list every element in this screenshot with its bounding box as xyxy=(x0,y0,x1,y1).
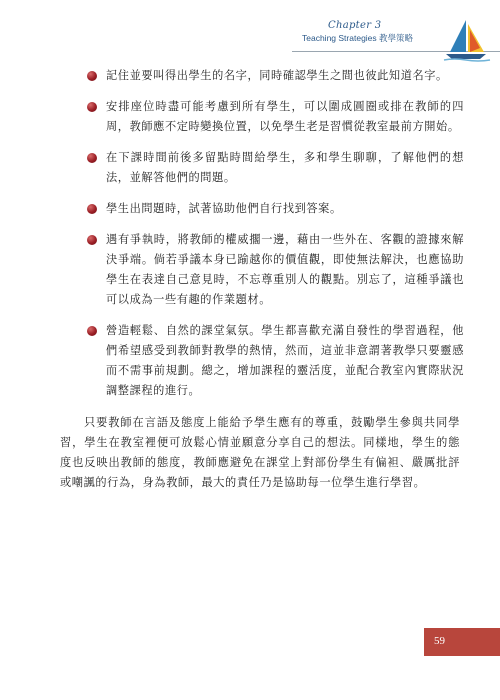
page-header xyxy=(0,0,500,62)
page-number-box xyxy=(424,628,500,656)
bullet-text: 安排座位時盡可能考慮到所有學生，可以圍成圓圈或排在教師的四周，教師應不定時變換位置，以免學生老是習慣從教室最前方開始。 xyxy=(106,100,464,133)
bullet-text: 營造輕鬆、自然的課堂氣氛。學生都喜歡充滿自發性的學習過程，他們希望感受到教師對教學的熱情，然而，這並非意謂著教學只要靈感而不需事前規劃。總之，增加課程的靈活度，並配合教室內實際狀況調整課程的進行。 xyxy=(106,324,464,397)
bullet-text: 記住並要叫得出學生的名字，同時確認學生之間也彼此知道名字。 xyxy=(106,69,448,82)
bullet-dot-icon xyxy=(87,235,97,245)
bullet-dot-icon xyxy=(87,153,97,163)
chapter-label: Chapter 3 xyxy=(328,20,382,31)
bullet-dot-icon xyxy=(87,102,97,112)
bullet-section xyxy=(84,66,464,412)
list-item xyxy=(84,97,464,137)
list-item xyxy=(84,230,464,310)
bullet-text: 學生出問題時，試著協助他們自行找到答案。 xyxy=(106,202,342,215)
bullet-list xyxy=(84,66,464,401)
list-item xyxy=(84,148,464,188)
bullet-dot-icon xyxy=(87,204,97,214)
list-item xyxy=(84,66,464,86)
sailboat-icon xyxy=(440,18,492,62)
page-number: 59 xyxy=(434,635,445,647)
chapter-title: Teaching Strategies 教學策略 xyxy=(302,33,414,43)
list-item xyxy=(84,199,464,219)
bullet-dot-icon xyxy=(87,326,97,336)
list-item xyxy=(84,321,464,401)
body-paragraph: 只要教師在言語及態度上能給予學生應有的尊重，鼓勵學生參與共同學習，學生在教室裡便可放鬆心情並願意分享自己的想法。同樣地，學生的態度也反映出教師的態度，教師應避免在課堂上對部份學生有偏袒、嚴厲批評或嘲諷的行為，身為教師，最大的責任乃是協助每一位學生進行學習。 xyxy=(60,416,460,490)
bullet-text: 遇有爭執時，將教師的權威擱一邊，藉由一些外在、客觀的證據來解決爭端。倘若爭議本身已踰越你的價值觀，即使無法解決，也應協助學生在表達自己意見時，不忘尊重別人的觀點。別忘了，這種爭議也可以成為一些有趣的作業題材。 xyxy=(106,233,464,306)
bullet-text: 在下課時間前後多留點時間給學生，多和學生聊聊，了解他們的想法，並解答他們的問題。 xyxy=(106,151,464,184)
bullet-dot-icon xyxy=(87,71,97,81)
